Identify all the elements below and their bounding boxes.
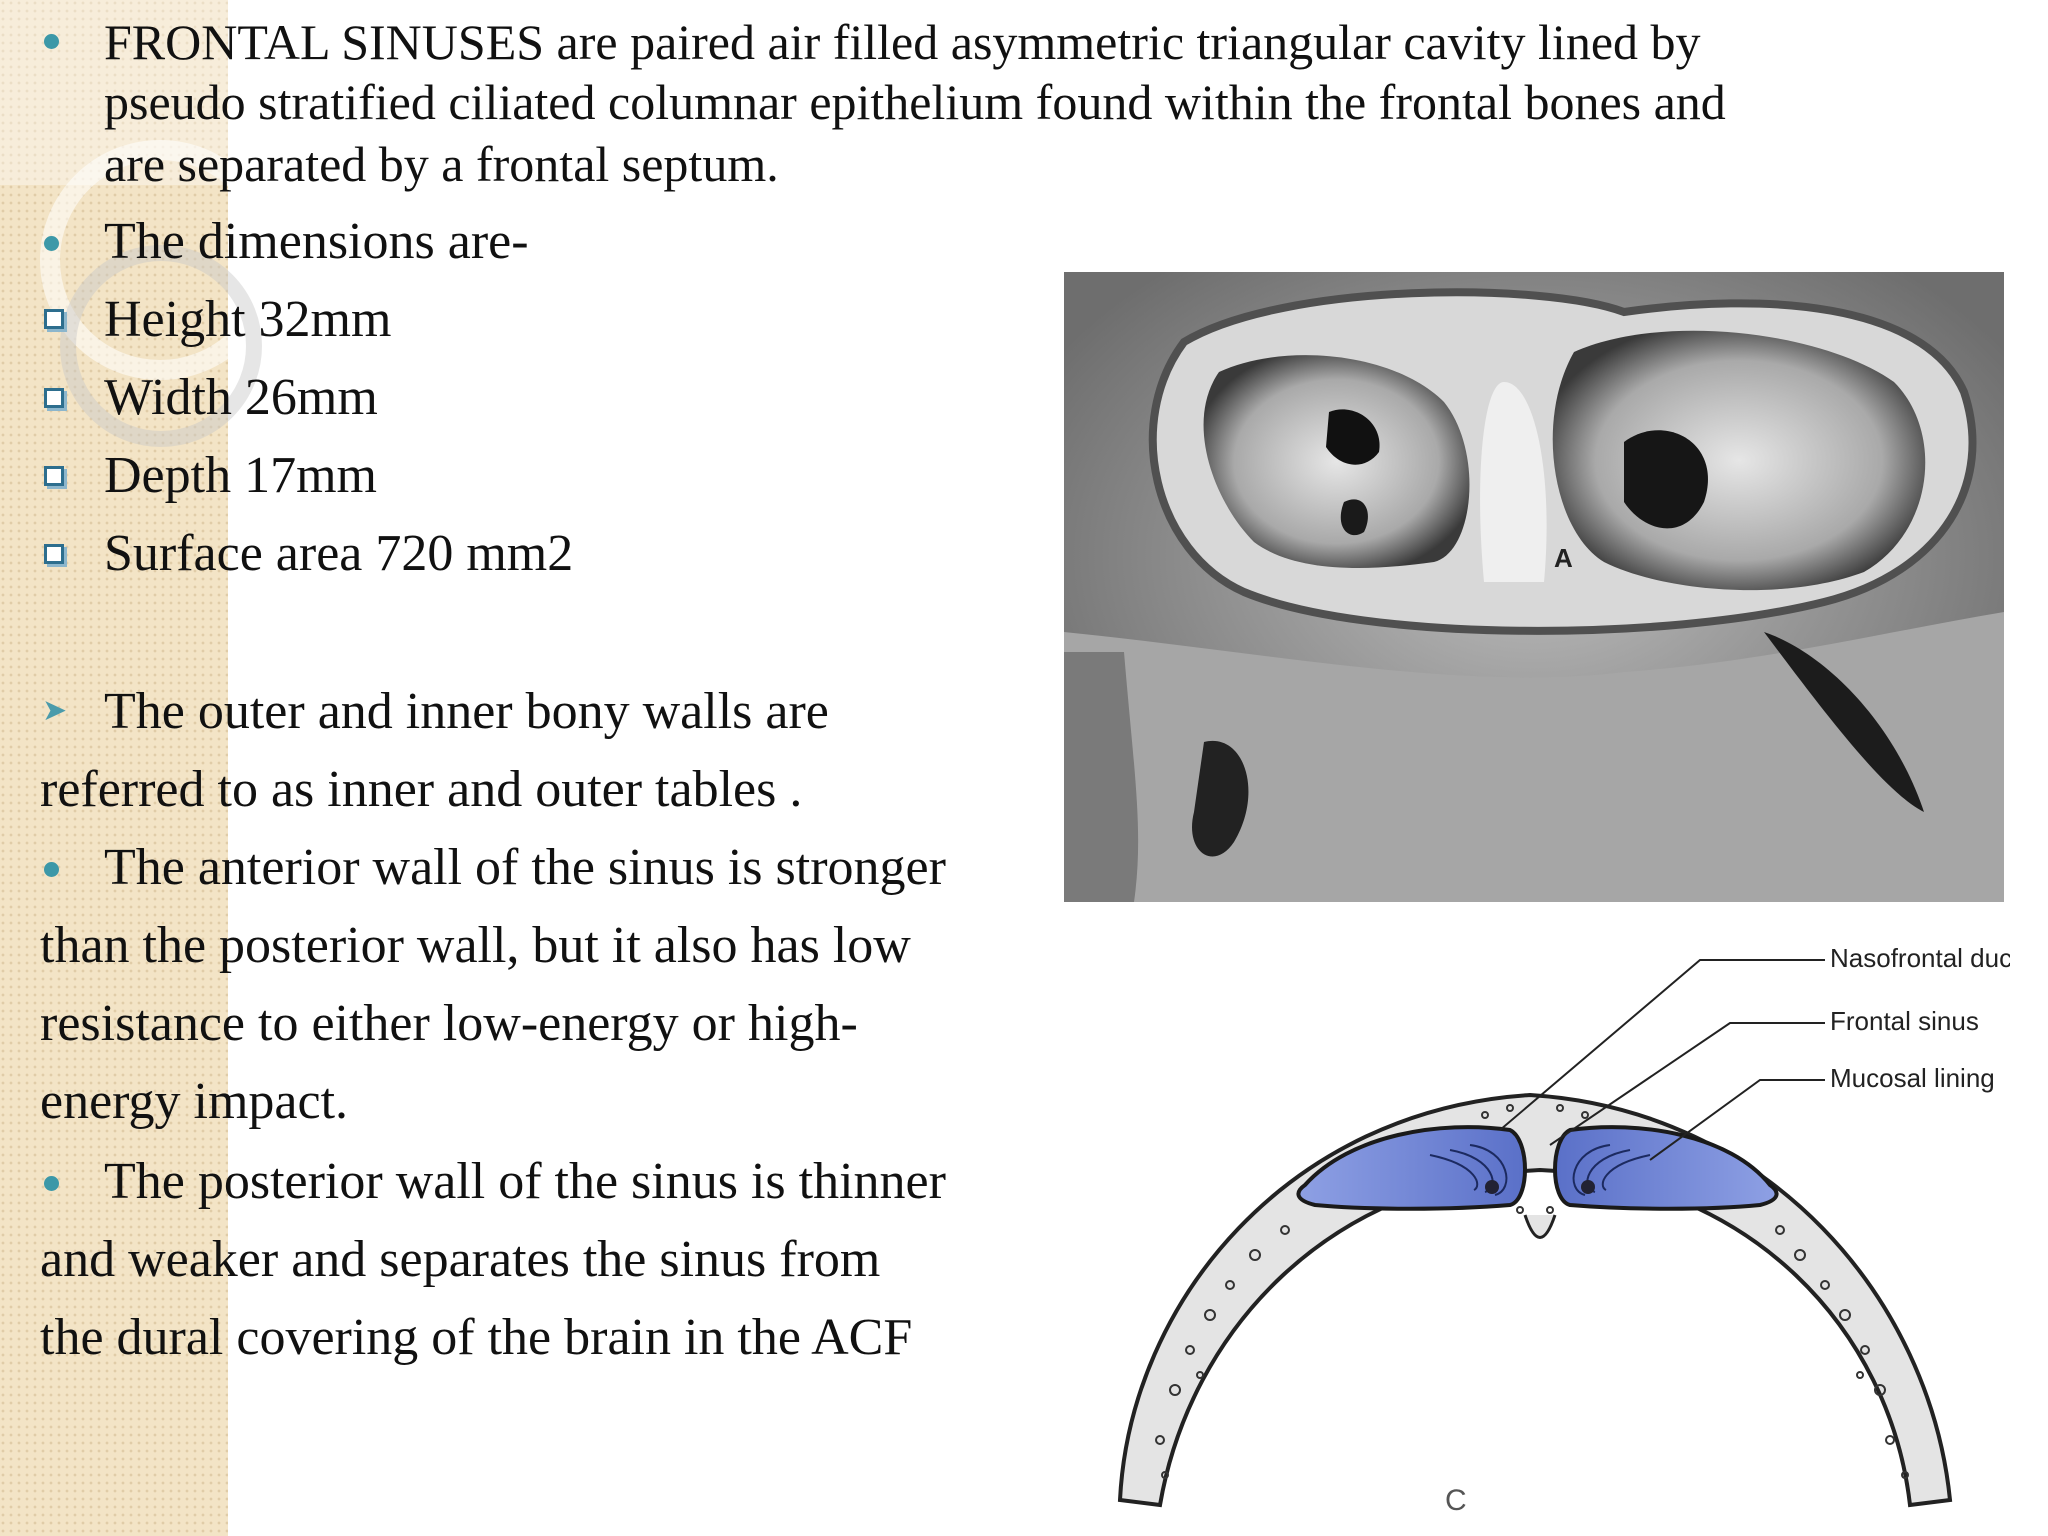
diagram-label-nasofrontal-duct: Nasofrontal duct <box>1830 943 2010 973</box>
posterior-line-2: and weaker and separates the sinus from <box>40 1231 881 1288</box>
photo-label-a: A <box>1554 543 1573 573</box>
dimension-height: Height 32mm <box>104 291 392 348</box>
arrow-bullet-icon: ➤ <box>42 693 68 728</box>
checkbox-bullet-icon <box>44 388 64 408</box>
intro-line-3: are separated by a frontal septum. <box>104 136 779 192</box>
anterior-line-3: resistance to either low-energy or high- <box>40 995 858 1052</box>
bullet-dot-icon <box>44 236 59 251</box>
diagram-label-mucosal-lining: Mucosal lining <box>1830 1063 1995 1093</box>
frontal-sinus-diagram <box>1090 920 2010 1520</box>
dimension-depth: Depth 17mm <box>104 447 377 504</box>
checkbox-bullet-icon <box>44 544 64 564</box>
frontal-sinus-photo <box>1064 272 2004 902</box>
dimension-surface-area: Surface area 720 mm2 <box>104 525 574 582</box>
diagram-label-frontal-sinus: Frontal sinus <box>1830 1006 1979 1036</box>
checkbox-bullet-icon <box>44 466 64 486</box>
anterior-line-4: energy impact. <box>40 1073 349 1130</box>
dimensions-heading: The dimensions are- <box>104 213 529 270</box>
posterior-line-1: The posterior wall of the sinus is thinner <box>104 1153 946 1210</box>
bullet-dot-icon <box>44 1176 59 1191</box>
frontal-sinus-diagram-drawing <box>1090 920 2010 1520</box>
dimension-width: Width 26mm <box>104 369 378 426</box>
anterior-line-1: The anterior wall of the sinus is stronger <box>104 839 946 896</box>
frontal-sinus-photo-drawing <box>1064 272 2004 902</box>
walls-line-1: The outer and inner bony walls are <box>104 683 829 740</box>
checkbox-bullet-icon <box>44 309 64 329</box>
posterior-line-3: the dural covering of the brain in the ACF <box>40 1309 913 1366</box>
bullet-dot-icon <box>44 862 59 877</box>
anterior-line-2: than the posterior wall, but it also has low <box>40 917 911 974</box>
diagram-caption: C <box>1445 1484 1467 1517</box>
intro-line-1: FRONTAL SINUSES are paired air filled asymmetric triangular cavity lined by <box>104 14 1701 70</box>
intro-line-2: pseudo stratified ciliated columnar epithelium found within the frontal bones and <box>104 74 1726 130</box>
walls-line-2: referred to as inner and outer tables . <box>40 761 803 818</box>
bullet-dot-icon <box>44 34 59 49</box>
